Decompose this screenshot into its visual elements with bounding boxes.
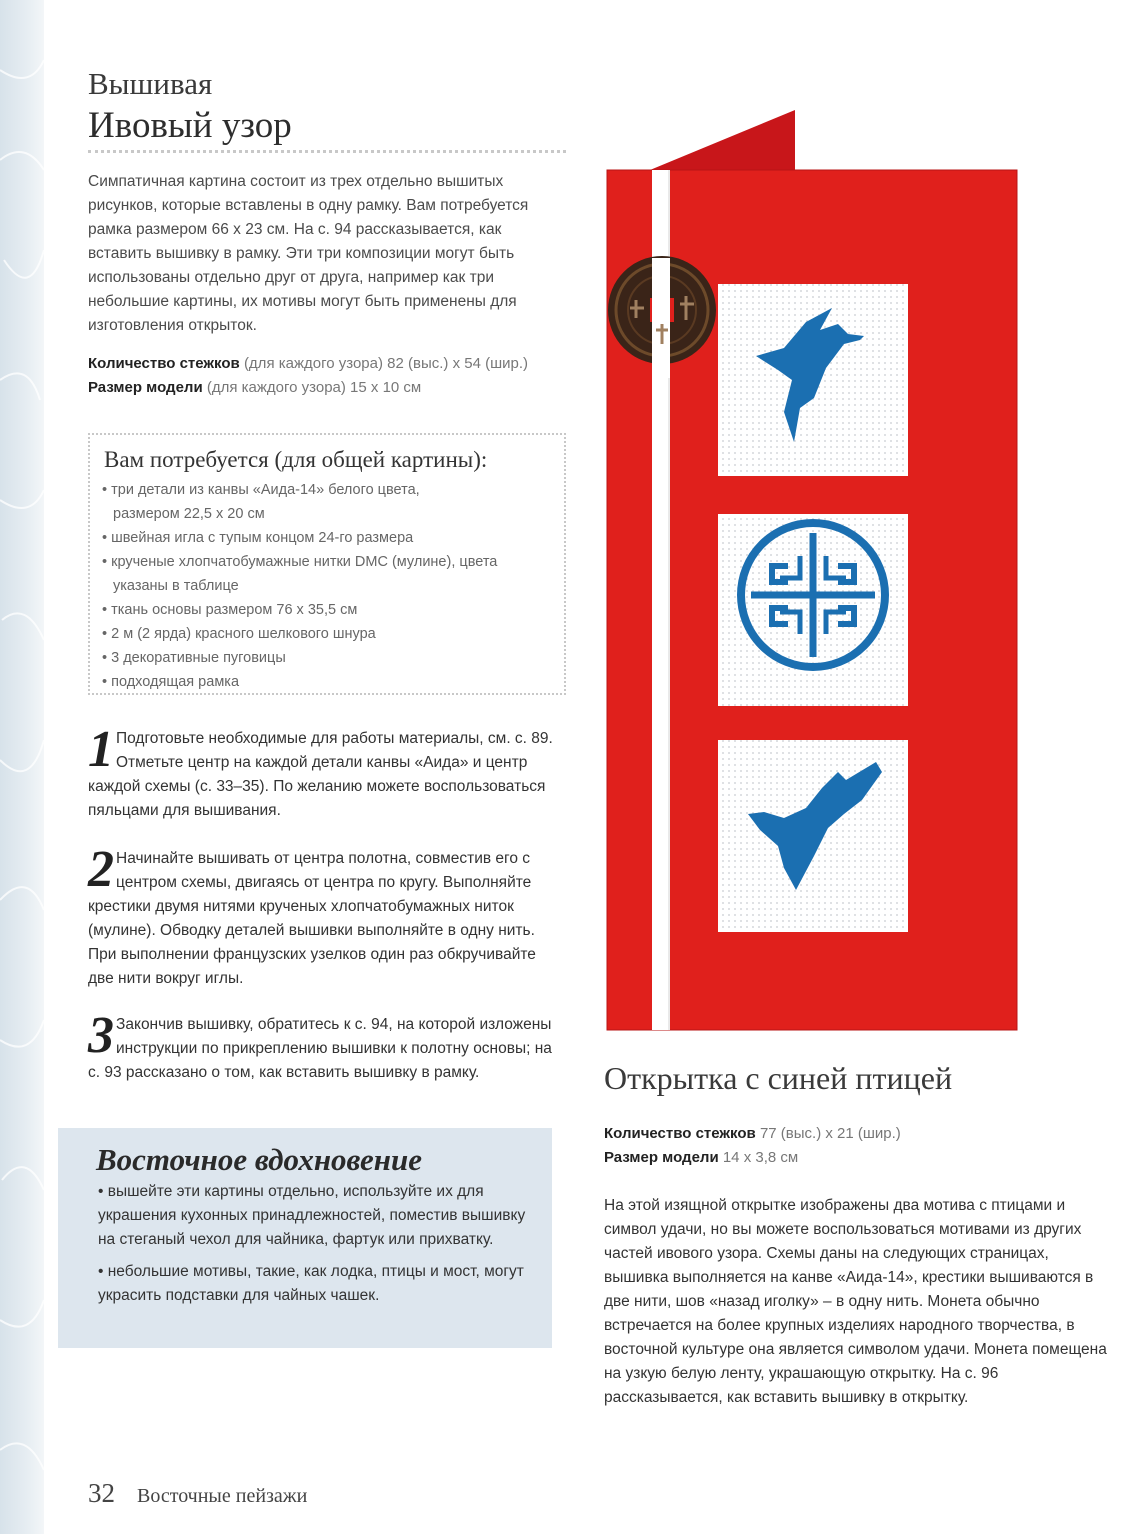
card-stitches-label: Количество стежков <box>604 1125 756 1142</box>
list-item: • вышейте эти картины отдельно, используйте их для украшения кухонных принадлежностей, поместив вышивку на стеганый чехол для чайника, фартук или прихватку. <box>98 1183 526 1248</box>
list-item: • 3 декоративные пуговицы <box>102 650 286 666</box>
stitches-value: (для каждого узора) 82 (выс.) x 54 (шир.) <box>243 355 528 372</box>
bamboo-leaf-pattern-icon <box>0 0 44 1534</box>
dotted-divider <box>88 150 566 153</box>
list-item: • небольшие мотивы, такие, как лодка, птицы и мост, могут украсить подставки для чайных чашек. <box>98 1263 524 1304</box>
card-stitches-value: 77 (выс.) x 21 (шир.) <box>759 1125 901 1142</box>
card-title: Открытка с синей птицей <box>604 1060 953 1096</box>
card-photo <box>600 108 1030 1038</box>
card-description: На этой изящной открытке изображены два мотива с птицами и символ удачи, но вы можете воспользоваться мотивами из других частей ивового узора. Схемы даны на следующих страницах, вышивка выполняется на канве «Аида-14», крестики вышиваются в две нити, шов «назад иголку» – в одну нить. Монета обычно встречается на более крупных изделиях народного творчества, в восточной культуре она является символом удачи. Монета помещена на узкую белую ленту, украшающую открытку. На с. 96 рассказывается, как вставить вышивку в открытку. <box>604 1197 1107 1406</box>
list-item: • подходящая рамка <box>102 674 240 690</box>
decorative-side-strip <box>0 0 44 1534</box>
step-number: 2 <box>88 841 114 898</box>
page-number: 32 <box>88 1478 115 1508</box>
specs-block <box>88 352 568 400</box>
list-item: • три детали из канвы «Аида-14» белого цвета, размером 22,5 x 20 см <box>102 482 420 522</box>
intro-paragraph: Симпатичная картина состоит из трех отдельно вышитых рисунков, которые вставлены в одну рамку. Вам потребуется рамка размером 66 x 23 см. На с. 94 рассказывается, как вставить вышивку в рамку. Эти три композиции могут быть использованы отдельно друг от друга, например как три небольшие картины, их мотивы могут быть применены для изготовления открыток. <box>88 173 529 334</box>
page-title: Ивовый узор <box>88 105 292 146</box>
size-label: Размер модели <box>88 379 203 396</box>
heading-kicker: Вышивая <box>88 66 213 101</box>
section-name: Восточные пейзажи <box>137 1485 308 1507</box>
luck-symbol-icon <box>741 523 885 667</box>
page-footer <box>88 1478 307 1509</box>
list-item: • крученые хлопчатобумажные нитки DMC (мулине), цвета указаны в таблице <box>102 554 498 594</box>
step-number: 1 <box>88 721 114 778</box>
card-specs <box>604 1122 1104 1170</box>
list-item: • ткань основы размером 76 x 35,5 см <box>102 602 358 618</box>
card-size-value: 14 x 3,8 см <box>722 1149 799 1166</box>
card-size-label: Размер модели <box>604 1149 719 1166</box>
stitches-label: Количество стежков <box>88 355 240 372</box>
size-value: (для каждого узора) 15 x 10 см <box>206 379 422 396</box>
materials-list <box>102 478 552 694</box>
materials-title: Вам потребуется (для общей картины): <box>104 447 488 472</box>
step-text: Закончив вышивку, обратитесь к с. 94, на которой изложены инструкции по прикреплению вышивки к полотну основы; на с. 93 рассказано о том, как вставить вышивку в рамку. <box>88 1016 552 1081</box>
step-1 <box>88 721 558 823</box>
list-item: • швейная игла с тупым концом 24-го размера <box>102 530 414 546</box>
step-number: 3 <box>88 1007 114 1064</box>
list-item: • 2 м (2 ярда) красного шелкового шнура <box>102 626 376 642</box>
oriental-title: Восточное вдохновение <box>96 1142 422 1177</box>
step-text: Начинайте вышивать от центра полотна, совместив его с центром схемы, двигаясь от центра по кругу. Выполняйте крестики двумя нитями крученых хлопчатобумажных ниток (мулине). Обводку деталей вышивки выполняйте в одну нить. При выполнении французских узелков один раз обкручивайте две нити вокруг иглы. <box>88 850 536 987</box>
step-3 <box>88 1007 558 1085</box>
oriental-bullets <box>98 1180 538 1316</box>
oriental-inspiration-box <box>58 1128 552 1348</box>
materials-box <box>88 433 566 695</box>
step-text: Подготовьте необходимые для работы материалы, см. с. 89. Отметьте центр на каждой детали канвы «Аида» и центр каждой схемы (с. 33–35). По желанию можете воспользоваться пяльцами для вышивания. <box>88 730 553 819</box>
step-2 <box>88 841 558 991</box>
